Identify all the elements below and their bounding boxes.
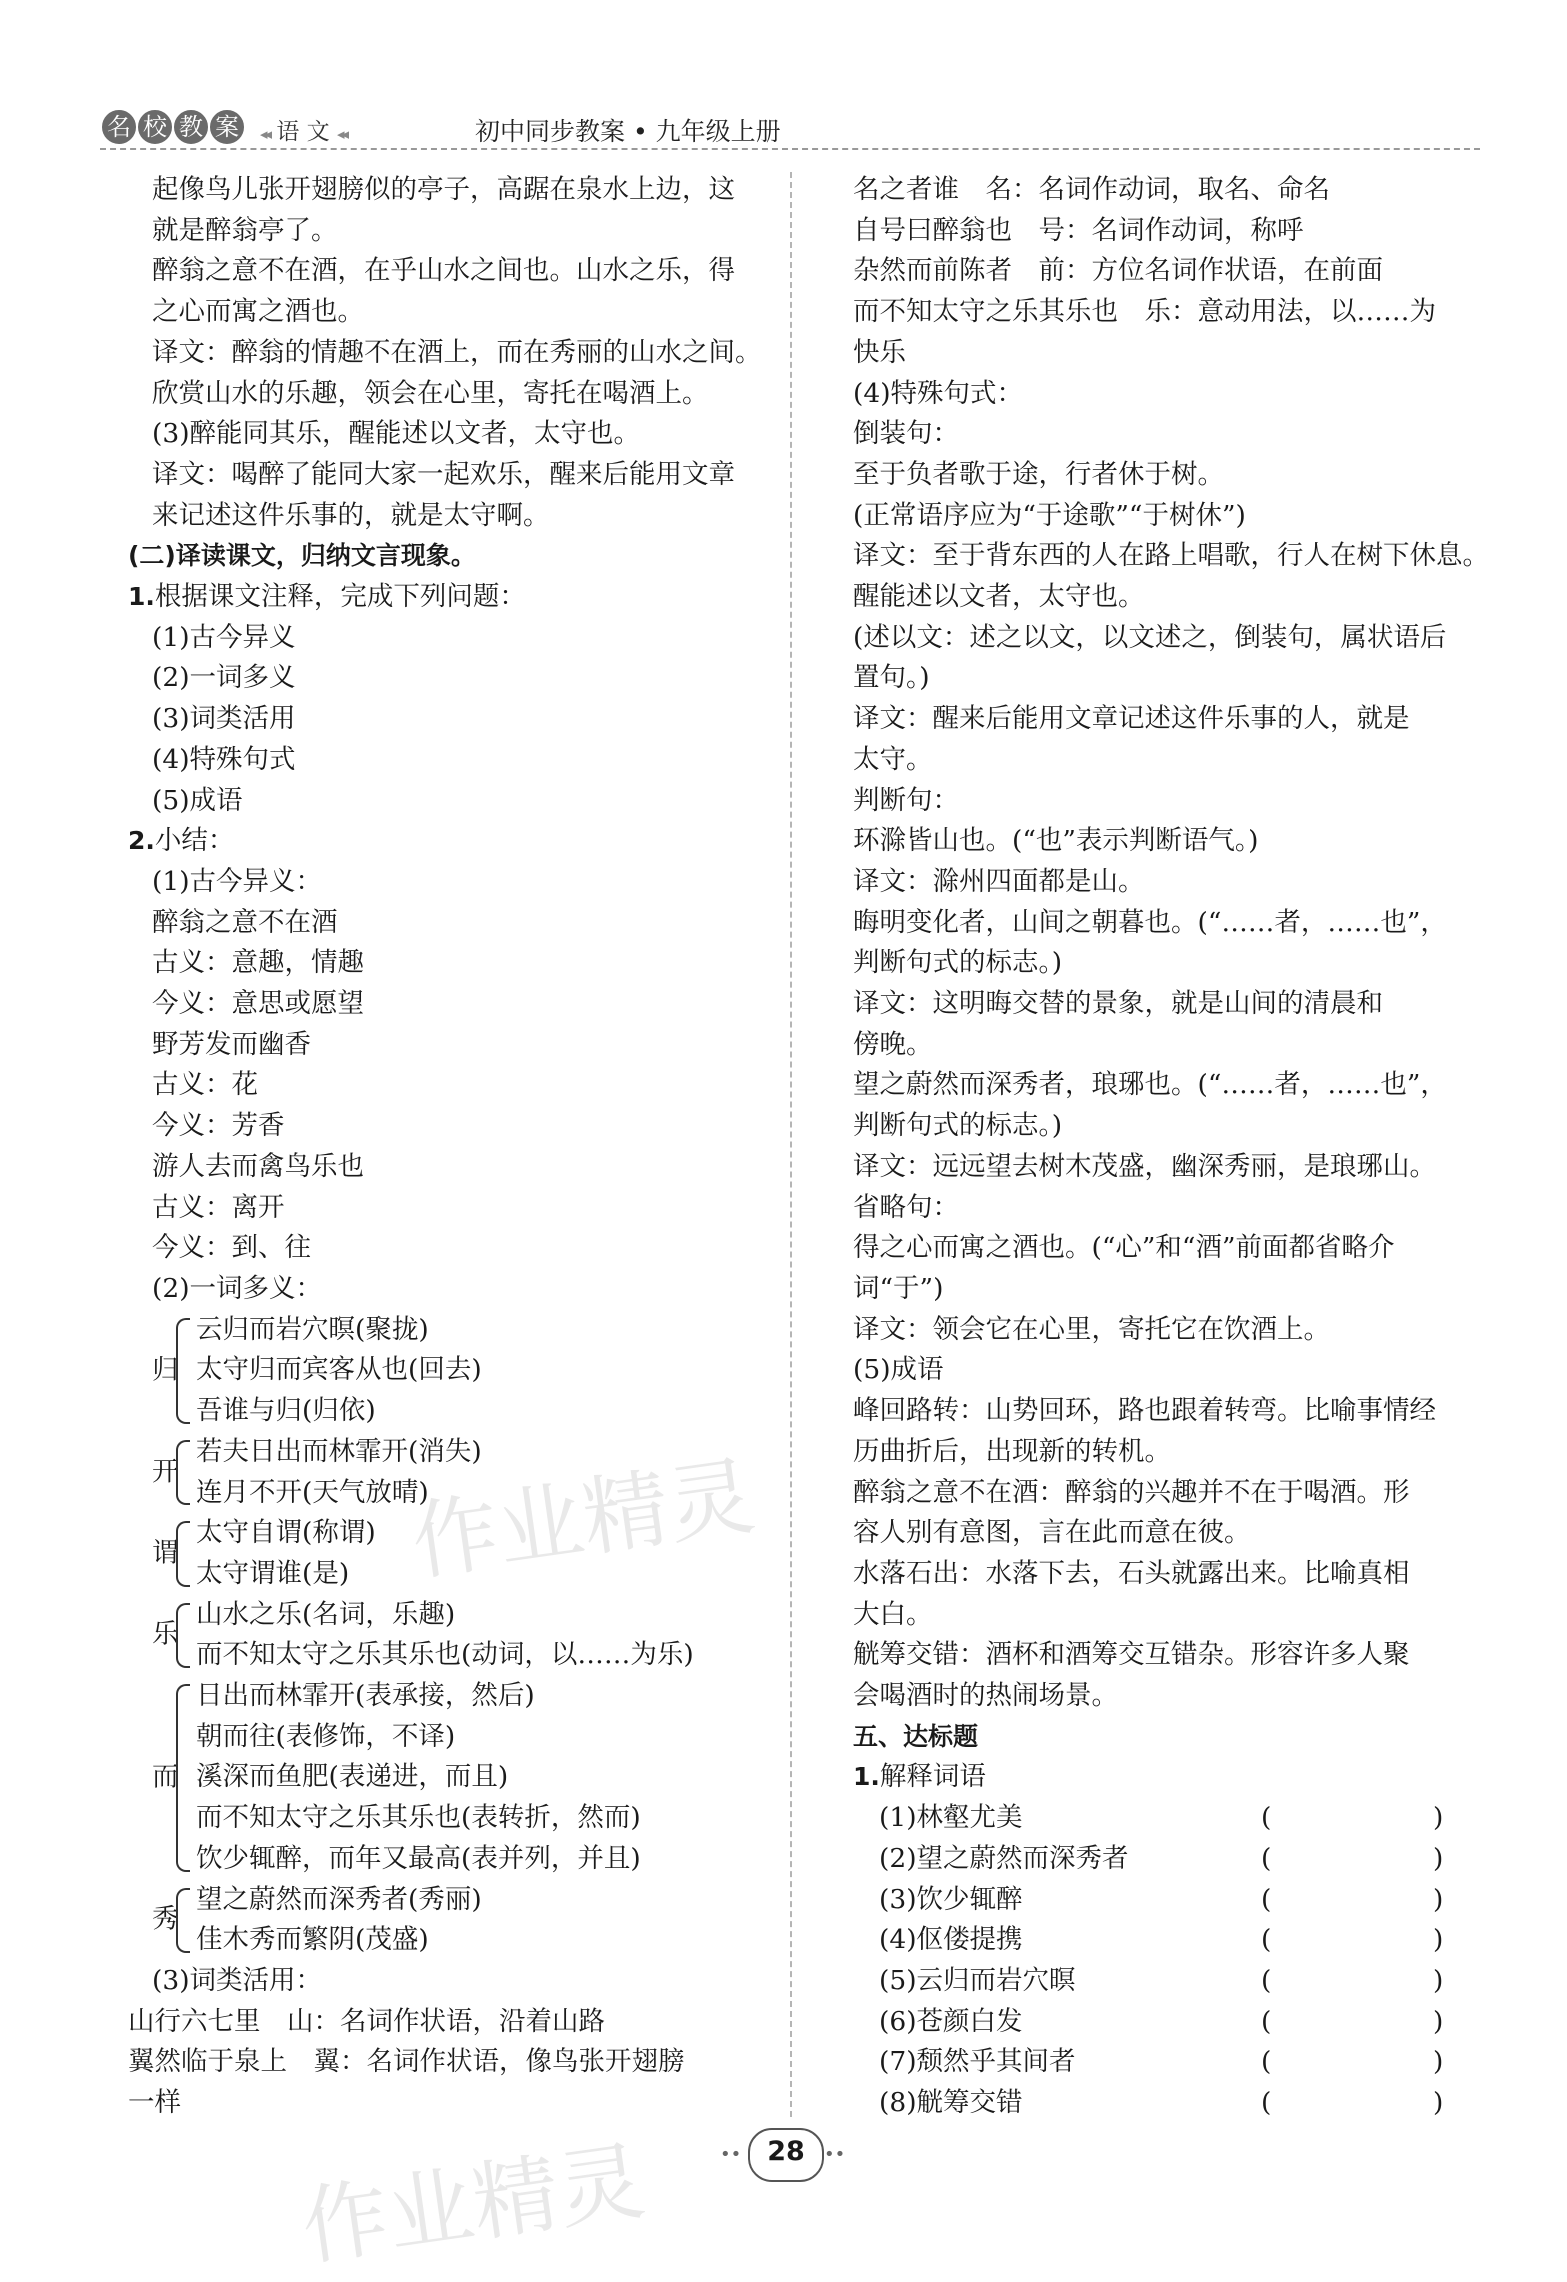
text-line: 省略句：: [853, 1191, 959, 1223]
header-divider: [100, 148, 1480, 150]
subsection-title: (3)词类活用：: [152, 1964, 323, 1996]
exercise-item: [853, 1839, 1463, 1880]
exercise-text: (8)觥筹交错: [879, 2087, 1023, 2119]
polysemy-group-xiu: [152, 1880, 772, 1961]
text-line: 判断句式的标志。): [853, 1110, 1063, 1142]
left-column: [128, 170, 772, 2124]
text-line: 判断句式的标志。): [853, 947, 1063, 979]
group-item: 佳木秀而繁阴(茂盛): [196, 1924, 429, 1956]
text-line: 杂然而前陈者 前：方位名词作状语，在前面: [853, 255, 1383, 287]
exercise-item: [853, 2042, 1463, 2083]
group-item: 日出而林霏开(表承接，然后): [196, 1680, 535, 1712]
answer-blank: ): [1433, 1883, 1444, 1915]
question-number: 1.: [128, 582, 155, 612]
page-number: [718, 2128, 848, 2180]
polysemy-group-le: [152, 1595, 772, 1676]
exercise-text: (7)颓然乎其间者: [879, 2046, 1076, 2078]
text-line: 得之心而寓之酒也。(“心”和“酒”前面都省略介: [853, 1232, 1395, 1264]
book-title: 初中同步教案 • 九年级上册: [475, 117, 781, 146]
text-line: 倒装句：: [853, 418, 959, 450]
question-number: 1.: [853, 1762, 880, 1792]
answer-blank[interactable]: (: [1261, 1964, 1272, 1996]
subject-text: 语 文: [276, 119, 330, 145]
text-line: 太守。: [853, 743, 933, 775]
text-line: 翼然临于泉上 翼：名词作状语，像鸟张开翅膀: [128, 2046, 685, 2078]
text-line: 山行六七里 山：名词作状语，沿着山路: [128, 2005, 605, 2037]
text-line: 古义：花: [152, 1069, 258, 1101]
right-column: [853, 170, 1489, 2124]
text-line: 游人去而禽鸟乐也: [152, 1150, 364, 1182]
text-line: 来记述这件乐事的，就是太守啊。: [152, 499, 550, 531]
exercise-item: [853, 1961, 1463, 2002]
text-line: 傍晚。: [853, 1028, 933, 1060]
text-line: 译文：喝醉了能同大家一起欢乐，醒来后能用文章: [152, 458, 735, 490]
page-header: [100, 108, 1480, 152]
group-item: 朝而往(表修饰，不译): [196, 1720, 456, 1752]
group-item: 饮少辄醉，而年又最高(表并列，并且): [196, 1842, 641, 1874]
subsection-title: (2)一词多义：: [152, 1272, 323, 1304]
exercise-item: [853, 2002, 1463, 2043]
group-item: 望之蔚然而深秀者(秀丽): [196, 1883, 482, 1915]
logo-char: 教: [172, 108, 210, 146]
text-line: 醉翁之意不在酒: [152, 906, 338, 938]
text-line: 大白。: [853, 1598, 933, 1630]
subsection-title: (1)古今异义：: [152, 865, 323, 897]
dots-icon: ••: [824, 2144, 846, 2165]
text-line: 译文：醒来后能用文章记述这件乐事的人，就是: [853, 703, 1410, 735]
exercise-item: [853, 2083, 1463, 2124]
exercise-1: [853, 1757, 1463, 1798]
page-number-text: 28: [767, 2136, 805, 2167]
answer-blank: ): [1433, 1802, 1444, 1834]
group-item: 而不知太守之乐其乐也(表转折，然而): [196, 1802, 641, 1834]
exercise-text: (5)云归而岩穴暝: [879, 1964, 1076, 1996]
text-line: (正常语序应为“于途歌”“于树休”): [853, 499, 1246, 531]
brace-icon: [176, 1318, 190, 1424]
text-line: 就是醉翁亭了。: [152, 214, 338, 246]
text-line: 译文：至于背东西的人在路上唱歌，行人在树下休息。: [853, 540, 1489, 572]
text-line: 望之蔚然而深秀者，琅琊也。(“……者，……也”，: [853, 1069, 1447, 1101]
text-line: 自号曰醉翁也 号：名词作动词，称呼: [853, 214, 1304, 246]
group-item: 太守自谓(称谓): [196, 1517, 376, 1549]
section-heading: (二)译读课文，归纳文言现象。: [128, 541, 476, 571]
answer-blank: ): [1433, 2087, 1444, 2119]
text-line: 而不知太守之乐其乐也 乐：意动用法，以……为: [853, 296, 1436, 328]
group-item: 若夫日出而林霏开(消失): [196, 1435, 482, 1467]
polysemy-group-er: [152, 1676, 772, 1880]
group-char: 而: [152, 1761, 179, 1793]
column-divider: [790, 172, 792, 2117]
text-line: 名之者谁 名：名词作动词，取名、命名: [853, 174, 1330, 205]
dots-icon: ••: [720, 2144, 742, 2165]
polysemy-group-gui: [152, 1310, 772, 1432]
text-line: 译文：这明晦交替的景象，就是山间的清晨和: [853, 988, 1383, 1020]
exercise-text: (2)望之蔚然而深秀者: [879, 1842, 1129, 1874]
group-char: 秀: [152, 1903, 179, 1935]
text-line: 历曲折后，出现新的转机。: [853, 1435, 1171, 1467]
text-line: 之心而寓之酒也。: [152, 296, 364, 328]
logo-char: 名: [100, 108, 138, 146]
subject-label: [260, 113, 346, 146]
double-arrow-icon: ◂◂: [260, 125, 270, 143]
answer-blank[interactable]: (: [1261, 1802, 1272, 1834]
text-line: 晦明变化者，山间之朝暮也。(“……者，……也”，: [853, 906, 1447, 938]
answer-blank: ): [1433, 2005, 1444, 2037]
text-line: (5)成语: [853, 1354, 944, 1386]
exercise-text: (6)苍颜白发: [879, 2005, 1023, 2037]
watermark: 作业精灵: [405, 1446, 761, 1594]
double-arrow-icon: ◂◂: [337, 125, 347, 143]
group-item: 山水之乐(名词，乐趣): [196, 1598, 456, 1630]
list-item: (1)古今异义: [152, 621, 296, 653]
list-item: (2)一词多义: [152, 662, 296, 694]
text-line: 词“于”): [853, 1272, 944, 1304]
list-item: (5)成语: [152, 784, 243, 816]
text-line: 古义：意趣，情趣: [152, 947, 364, 979]
text-line: 译文：领会它在心里，寄托它在饮酒上。: [853, 1313, 1330, 1345]
text-line: 会喝酒时的热闹场景。: [853, 1680, 1118, 1712]
question-text: 根据课文注释，完成下列问题：: [154, 581, 526, 613]
text-line: 译文：滁州四面都是山。: [853, 865, 1145, 897]
group-char: 谓: [152, 1537, 179, 1569]
text-line: 置句。): [853, 662, 930, 694]
logo-char: 案: [208, 108, 246, 146]
text-line: 欣赏山水的乐趣，领会在心里，寄托在喝酒上。: [152, 377, 709, 409]
brace-icon: [176, 1521, 190, 1586]
answer-blank: ): [1433, 1964, 1444, 1996]
brace-icon: [176, 1888, 190, 1953]
answer-blank[interactable]: (: [1261, 2087, 1272, 2119]
text-line: 醉翁之意不在酒：醉翁的兴趣并不在于喝酒。形: [853, 1476, 1410, 1508]
section-heading: 五、达标题: [853, 1721, 979, 1751]
text-line: 今义：芳香: [152, 1110, 285, 1142]
group-char: 归: [152, 1354, 179, 1386]
group-item: 连月不开(天气放晴): [196, 1476, 429, 1508]
text-line: 环滁皆山也。(“也”表示判断语气。): [853, 825, 1259, 857]
question-text: 解释词语: [879, 1761, 986, 1793]
text-line: 起像鸟儿张开翅膀似的亭子，高踞在泉水上边，这: [152, 174, 735, 205]
exercise-text: (3)饮少辄醉: [879, 1883, 1023, 1915]
text-line: 野芳发而幽香: [152, 1028, 311, 1060]
text-line: 峰回路转：山势回环，路也跟着转弯。比喻事情经: [853, 1395, 1436, 1427]
text-line: (4)特殊句式：: [853, 377, 1024, 409]
text-line: (述以文：述之以文，以文述之，倒装句，属状语后: [853, 621, 1447, 653]
answer-blank[interactable]: (: [1261, 1883, 1272, 1915]
text-line: 今义：到、往: [152, 1232, 311, 1264]
answer-blank[interactable]: (: [1261, 1924, 1272, 1956]
text-line: 容人别有意图，言在此而意在彼。: [853, 1517, 1251, 1549]
answer-blank[interactable]: (: [1261, 2046, 1272, 2078]
question-text: 小结：: [154, 825, 235, 857]
question-2: [128, 821, 772, 862]
exercise-text: (1)林壑尤美: [879, 1802, 1023, 1834]
question-1: [128, 577, 772, 618]
group-item: 而不知太守之乐其乐也(动词，以……为乐): [196, 1639, 694, 1671]
watermark: 作业精灵: [295, 2131, 651, 2279]
group-item: 太守谓谁(是): [196, 1557, 350, 1589]
text-line: 古义：离开: [152, 1191, 285, 1223]
brace-icon: [176, 1440, 190, 1505]
question-number: 2.: [128, 826, 155, 856]
group-item: 太守归而宾客从也(回去): [196, 1354, 482, 1386]
brand-logo: [100, 108, 244, 146]
text-line: 译文：远远望去树木茂盛，幽深秀丽，是琅琊山。: [853, 1150, 1436, 1182]
answer-blank[interactable]: (: [1261, 1842, 1272, 1874]
group-char: 开: [152, 1456, 179, 1488]
answer-blank[interactable]: (: [1261, 2005, 1272, 2037]
list-item: (3)词类活用: [152, 703, 296, 735]
text-line: 译文：醉翁的情趣不在酒上，而在秀丽的山水之间。: [152, 336, 762, 368]
exercise-item: [853, 1798, 1463, 1839]
text-line: 水落石出：水落下去，石头就露出来。比喻真相: [853, 1557, 1410, 1589]
text-line: 觥筹交错：酒杯和酒筹交互错杂。形容许多人聚: [853, 1639, 1410, 1671]
logo-char: 校: [136, 108, 174, 146]
text-line: 判断句：: [853, 784, 959, 816]
exercise-item: [853, 1880, 1463, 1921]
group-item: 溪深而鱼肥(表递进，而且): [196, 1761, 509, 1793]
text-line: 快乐: [853, 336, 906, 368]
brace-icon: [176, 1603, 190, 1668]
group-item: 云归而岩穴暝(聚拢): [196, 1313, 429, 1345]
brace-icon: [176, 1684, 190, 1872]
answer-blank: ): [1433, 2046, 1444, 2078]
text-line: 至于负者歌于途，行者休于树。: [853, 458, 1224, 490]
text-line: (3)醉能同其乐，醒能述以文者，太守也。: [152, 418, 641, 450]
group-item: 吾谁与归(归依): [196, 1395, 376, 1427]
answer-blank: ): [1433, 1842, 1444, 1874]
group-char: 乐: [152, 1618, 179, 1650]
text-line: 一样: [128, 2087, 181, 2119]
exercise-text: (4)伛偻提携: [879, 1924, 1023, 1956]
answer-blank: ): [1433, 1924, 1444, 1956]
text-line: 醒能述以文者，太守也。: [853, 581, 1145, 613]
text-line: 今义：意思或愿望: [152, 988, 364, 1020]
exercise-item: [853, 1920, 1463, 1961]
list-item: (4)特殊句式: [152, 743, 296, 775]
text-line: 醉翁之意不在酒，在乎山水之间也。山水之乐，得: [152, 255, 735, 287]
